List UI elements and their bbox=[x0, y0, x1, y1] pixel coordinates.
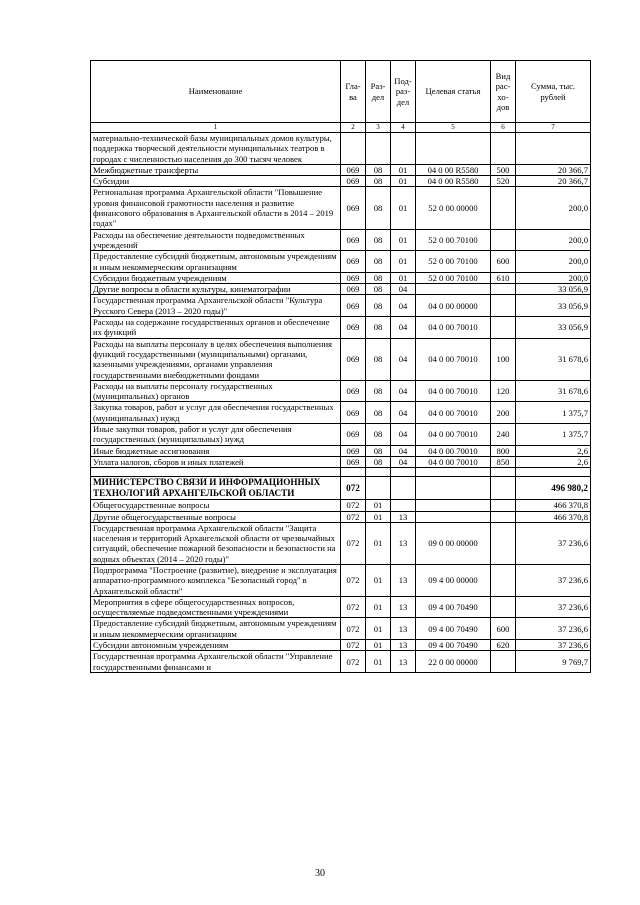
row-glava: 072 bbox=[341, 477, 366, 500]
row-podrazdel bbox=[391, 477, 416, 500]
budget-table bbox=[90, 60, 591, 673]
row-vid: 240 bbox=[491, 424, 516, 446]
section-header-row bbox=[91, 477, 591, 500]
row-vid: 610 bbox=[491, 272, 516, 283]
header-row bbox=[91, 61, 591, 123]
row-vid bbox=[491, 317, 516, 339]
header-vid: Вид рас-хо-дов bbox=[491, 61, 516, 123]
row-name: материально-технической базы муниципальных домов культуры, поддержка творческой деятельности муниципальных театров в городах с численностью населения до 300 тысяч человек bbox=[91, 133, 341, 165]
row-glava: 069 bbox=[341, 445, 366, 456]
row-vid bbox=[491, 651, 516, 673]
row-podrazdel: 01 bbox=[391, 251, 416, 273]
row-vid: 620 bbox=[491, 640, 516, 651]
row-target: 52 0 00 70100 bbox=[416, 229, 491, 251]
row-sum: 33 056,9 bbox=[516, 317, 591, 339]
row-sum: 37 236,6 bbox=[516, 618, 591, 640]
row-podrazdel: 04 bbox=[391, 284, 416, 295]
row-razdel: 08 bbox=[366, 295, 391, 317]
colnum: 1 bbox=[91, 123, 341, 133]
row-vid bbox=[491, 564, 516, 596]
row-name: Субсидии bbox=[91, 176, 341, 187]
row-glava: 069 bbox=[341, 456, 366, 467]
row-razdel bbox=[366, 133, 391, 165]
row-glava: 072 bbox=[341, 596, 366, 618]
row-razdel: 08 bbox=[366, 187, 391, 229]
row-sum: 1 375,7 bbox=[516, 402, 591, 424]
row-vid: 200 bbox=[491, 402, 516, 424]
row-glava: 069 bbox=[341, 284, 366, 295]
row-vid bbox=[491, 511, 516, 522]
row-vid: 500 bbox=[491, 164, 516, 175]
row-glava: 072 bbox=[341, 511, 366, 522]
row-razdel: 08 bbox=[366, 284, 391, 295]
row-glava: 069 bbox=[341, 251, 366, 273]
row-vid bbox=[491, 468, 516, 477]
row-glava bbox=[341, 133, 366, 165]
row-sum: 466 370,8 bbox=[516, 500, 591, 511]
row-target: 52 0 00 70100 bbox=[416, 251, 491, 273]
row-podrazdel: 13 bbox=[391, 511, 416, 522]
row-sum: 37 236,6 bbox=[516, 564, 591, 596]
row-target bbox=[416, 500, 491, 511]
row-name: Предоставление субсидий бюджетным, автономным учреждениям и иным некоммерческим организациям bbox=[91, 251, 341, 273]
row-glava: 072 bbox=[341, 618, 366, 640]
row-target bbox=[416, 468, 491, 477]
row-sum: 31 678,6 bbox=[516, 338, 591, 380]
row-sum: 200,0 bbox=[516, 272, 591, 283]
row-podrazdel: 04 bbox=[391, 295, 416, 317]
row-razdel: 01 bbox=[366, 500, 391, 511]
table-row bbox=[91, 424, 591, 446]
column-number-row bbox=[91, 123, 591, 133]
row-name: МИНИСТЕРСТВО СВЯЗИ И ИНФОРМАЦИОННЫХ ТЕХНОЛОГИЙ АРХАНГЕЛЬСКОЙ ОБЛАСТИ bbox=[91, 477, 341, 500]
row-podrazdel: 04 bbox=[391, 380, 416, 402]
row-podrazdel: 04 bbox=[391, 424, 416, 446]
colnum: 5 bbox=[416, 123, 491, 133]
table-row bbox=[91, 284, 591, 295]
row-podrazdel: 13 bbox=[391, 618, 416, 640]
row-glava: 069 bbox=[341, 229, 366, 251]
row-target: 04 0 00 R5580 bbox=[416, 164, 491, 175]
row-podrazdel: 04 bbox=[391, 338, 416, 380]
row-sum: 466 370,8 bbox=[516, 511, 591, 522]
row-podrazdel: 01 bbox=[391, 187, 416, 229]
row-name: Расходы на содержание государственных органов и обеспечение их функций bbox=[91, 317, 341, 339]
row-glava: 069 bbox=[341, 338, 366, 380]
row-glava: 069 bbox=[341, 402, 366, 424]
row-name: Уплата налогов, сборов и иных платежей bbox=[91, 456, 341, 467]
table-row bbox=[91, 164, 591, 175]
row-vid bbox=[491, 187, 516, 229]
table-row bbox=[91, 229, 591, 251]
row-sum: 33 056,9 bbox=[516, 284, 591, 295]
table-row bbox=[91, 564, 591, 596]
table-row bbox=[91, 596, 591, 618]
blank-row bbox=[91, 468, 591, 477]
row-target bbox=[416, 284, 491, 295]
row-razdel: 01 bbox=[366, 618, 391, 640]
row-podrazdel: 01 bbox=[391, 272, 416, 283]
row-name bbox=[91, 468, 341, 477]
row-razdel: 01 bbox=[366, 522, 391, 564]
table-row bbox=[91, 317, 591, 339]
row-razdel: 08 bbox=[366, 456, 391, 467]
table-row bbox=[91, 338, 591, 380]
row-razdel bbox=[366, 477, 391, 500]
row-sum: 37 236,6 bbox=[516, 596, 591, 618]
row-target: 04 0 00 70010 bbox=[416, 402, 491, 424]
row-name: Закупка товаров, работ и услуг для обеспечения государственных (муниципальных) нужд bbox=[91, 402, 341, 424]
row-name: Другие вопросы в области культуры, кинематографии bbox=[91, 284, 341, 295]
row-glava: 069 bbox=[341, 295, 366, 317]
row-sum: 2,6 bbox=[516, 456, 591, 467]
colnum: 7 bbox=[516, 123, 591, 133]
row-sum: 200,0 bbox=[516, 187, 591, 229]
row-vid bbox=[491, 229, 516, 251]
row-glava: 069 bbox=[341, 187, 366, 229]
row-target: 09 0 00 00000 bbox=[416, 522, 491, 564]
row-vid bbox=[491, 500, 516, 511]
row-razdel: 08 bbox=[366, 338, 391, 380]
row-podrazdel: 04 bbox=[391, 317, 416, 339]
row-vid bbox=[491, 522, 516, 564]
row-razdel: 08 bbox=[366, 229, 391, 251]
row-target bbox=[416, 133, 491, 165]
table-row bbox=[91, 456, 591, 467]
colnum: 6 bbox=[491, 123, 516, 133]
header-razdel: Раз-дел bbox=[366, 61, 391, 123]
row-podrazdel bbox=[391, 133, 416, 165]
row-target: 04 0 00 70010 bbox=[416, 317, 491, 339]
table-row bbox=[91, 176, 591, 187]
row-name: Общегосударственные вопросы bbox=[91, 500, 341, 511]
row-glava bbox=[341, 468, 366, 477]
row-podrazdel: 04 bbox=[391, 402, 416, 424]
table-body bbox=[91, 133, 591, 673]
header-glava: Гла-ва bbox=[341, 61, 366, 123]
row-target: 04 0 00 70010 bbox=[416, 445, 491, 456]
row-name: Иные закупки товаров, работ и услуг для обеспечения государственных (муниципальных) нужд bbox=[91, 424, 341, 446]
table-row bbox=[91, 402, 591, 424]
row-razdel: 08 bbox=[366, 424, 391, 446]
row-target: 04 0 00 R5580 bbox=[416, 176, 491, 187]
row-sum: 496 980,2 bbox=[516, 477, 591, 500]
row-name: Государственная программа Архангельской области "Культура Русского Севера (2013 – 2020 годы)" bbox=[91, 295, 341, 317]
row-name: Расходы на обеспечение деятельности подведомственных учреждений bbox=[91, 229, 341, 251]
row-vid bbox=[491, 284, 516, 295]
row-glava: 069 bbox=[341, 380, 366, 402]
row-razdel: 01 bbox=[366, 596, 391, 618]
row-target: 09 4 00 70490 bbox=[416, 596, 491, 618]
row-name: Иные бюджетные ассигнования bbox=[91, 445, 341, 456]
row-sum bbox=[516, 468, 591, 477]
row-sum: 200,0 bbox=[516, 251, 591, 273]
row-sum: 31 678,6 bbox=[516, 380, 591, 402]
row-razdel: 08 bbox=[366, 164, 391, 175]
table-row bbox=[91, 618, 591, 640]
row-podrazdel: 01 bbox=[391, 164, 416, 175]
row-podrazdel bbox=[391, 468, 416, 477]
row-vid: 120 bbox=[491, 380, 516, 402]
row-glava: 072 bbox=[341, 522, 366, 564]
table-row bbox=[91, 251, 591, 273]
row-glava: 069 bbox=[341, 272, 366, 283]
row-name: Другие общегосударственные вопросы bbox=[91, 511, 341, 522]
row-target: 04 0 00 00000 bbox=[416, 295, 491, 317]
row-sum: 37 236,6 bbox=[516, 640, 591, 651]
table-row bbox=[91, 651, 591, 673]
table-row bbox=[91, 272, 591, 283]
row-sum: 1 375,7 bbox=[516, 424, 591, 446]
row-name: Региональная программа Архангельской области "Повышение уровня финансовой грамотности населения и развитие финансового образования в Архангельской области в 2014 – 2019 годах" bbox=[91, 187, 341, 229]
row-target bbox=[416, 477, 491, 500]
table-row bbox=[91, 522, 591, 564]
row-vid: 520 bbox=[491, 176, 516, 187]
row-razdel: 08 bbox=[366, 445, 391, 456]
table-row bbox=[91, 295, 591, 317]
row-razdel: 08 bbox=[366, 272, 391, 283]
row-sum bbox=[516, 133, 591, 165]
row-razdel: 08 bbox=[366, 402, 391, 424]
table-row bbox=[91, 445, 591, 456]
row-name: Мероприятия в сфере общегосударственных вопросов, осуществляемые подведомственными учреждениями bbox=[91, 596, 341, 618]
header-target: Целевая статья bbox=[416, 61, 491, 123]
colnum: 3 bbox=[366, 123, 391, 133]
row-razdel bbox=[366, 468, 391, 477]
colnum: 2 bbox=[341, 123, 366, 133]
row-target: 04 0 00 70010 bbox=[416, 456, 491, 467]
row-vid: 600 bbox=[491, 618, 516, 640]
header-podrazdel: Под-раз-дел bbox=[391, 61, 416, 123]
row-vid: 600 bbox=[491, 251, 516, 273]
row-sum: 37 236,6 bbox=[516, 522, 591, 564]
row-sum: 33 056,9 bbox=[516, 295, 591, 317]
row-target: 04 0 00 70010 bbox=[416, 424, 491, 446]
row-razdel: 08 bbox=[366, 251, 391, 273]
header-sum: Сумма, тыс. рублей bbox=[516, 61, 591, 123]
row-podrazdel: 13 bbox=[391, 522, 416, 564]
row-podrazdel: 13 bbox=[391, 564, 416, 596]
row-target: 04 0 00 70010 bbox=[416, 380, 491, 402]
row-razdel: 08 bbox=[366, 380, 391, 402]
row-vid bbox=[491, 596, 516, 618]
colnum: 4 bbox=[391, 123, 416, 133]
row-target: 52 0 00 70100 bbox=[416, 272, 491, 283]
row-name: Расходы на выплаты персоналу в целях обеспечения выполнения функций государственными (муниципальными) органами, казенными учреждениями, органами управления государственными внебюджетными фондами bbox=[91, 338, 341, 380]
row-name: Субсидии автономным учреждениям bbox=[91, 640, 341, 651]
row-glava: 069 bbox=[341, 424, 366, 446]
row-vid: 100 bbox=[491, 338, 516, 380]
row-sum: 2,6 bbox=[516, 445, 591, 456]
row-podrazdel: 13 bbox=[391, 640, 416, 651]
row-target bbox=[416, 511, 491, 522]
row-target: 09 4 00 00000 bbox=[416, 564, 491, 596]
row-target: 04 0 00 70010 bbox=[416, 338, 491, 380]
row-podrazdel: 13 bbox=[391, 651, 416, 673]
row-glava: 069 bbox=[341, 317, 366, 339]
row-name: Государственная программа Архангельской области "Управление государственными финансами и bbox=[91, 651, 341, 673]
table-row bbox=[91, 133, 591, 165]
row-vid bbox=[491, 295, 516, 317]
row-sum: 9 769,7 bbox=[516, 651, 591, 673]
row-vid: 800 bbox=[491, 445, 516, 456]
row-sum: 200,0 bbox=[516, 229, 591, 251]
row-podrazdel: 04 bbox=[391, 456, 416, 467]
row-razdel: 08 bbox=[366, 176, 391, 187]
header-name: Наименование bbox=[91, 61, 341, 123]
table-row bbox=[91, 511, 591, 522]
row-razdel: 01 bbox=[366, 651, 391, 673]
table-row bbox=[91, 500, 591, 511]
row-glava: 072 bbox=[341, 500, 366, 511]
row-podrazdel: 01 bbox=[391, 176, 416, 187]
row-podrazdel bbox=[391, 500, 416, 511]
row-target: 09 4 00 70490 bbox=[416, 640, 491, 651]
row-sum: 20 366,7 bbox=[516, 176, 591, 187]
row-target: 52 0 00 00000 bbox=[416, 187, 491, 229]
row-glava: 072 bbox=[341, 651, 366, 673]
row-podrazdel: 13 bbox=[391, 596, 416, 618]
row-razdel: 01 bbox=[366, 511, 391, 522]
page-number: 30 bbox=[315, 868, 325, 879]
row-razdel: 01 bbox=[366, 564, 391, 596]
table-row bbox=[91, 640, 591, 651]
table-row bbox=[91, 187, 591, 229]
row-name: Предоставление субсидий бюджетным, автономным учреждениям и иным некоммерческим организациям bbox=[91, 618, 341, 640]
row-razdel: 08 bbox=[366, 317, 391, 339]
row-glava: 069 bbox=[341, 176, 366, 187]
row-podrazdel: 01 bbox=[391, 229, 416, 251]
row-target: 09 4 00 70490 bbox=[416, 618, 491, 640]
row-sum: 20 366,7 bbox=[516, 164, 591, 175]
row-vid bbox=[491, 133, 516, 165]
row-podrazdel: 04 bbox=[391, 445, 416, 456]
row-razdel: 01 bbox=[366, 640, 391, 651]
row-glava: 072 bbox=[341, 564, 366, 596]
row-name: Субсидии бюджетным учреждениям bbox=[91, 272, 341, 283]
row-name: Государственная программа Архангельской области "Защита населения и территорий Архангельской области от чрезвычайных ситуаций, обеспечение пожарной безопасности и безопасности на водных объектах (2014 – 2020 годы)" bbox=[91, 522, 341, 564]
row-name: Расходы на выплаты персоналу государственных (муниципальных) органов bbox=[91, 380, 341, 402]
row-vid bbox=[491, 477, 516, 500]
row-name: Межбюджетные трансферты bbox=[91, 164, 341, 175]
table-row bbox=[91, 380, 591, 402]
row-name: Подпрограмма "Построение (развитие), внедрение и эксплуатация аппаратно-программного комплекса "Безопасный город" в Архангельской области" bbox=[91, 564, 341, 596]
row-glava: 072 bbox=[341, 640, 366, 651]
row-vid: 850 bbox=[491, 456, 516, 467]
row-target: 22 0 00 00000 bbox=[416, 651, 491, 673]
row-glava: 069 bbox=[341, 164, 366, 175]
